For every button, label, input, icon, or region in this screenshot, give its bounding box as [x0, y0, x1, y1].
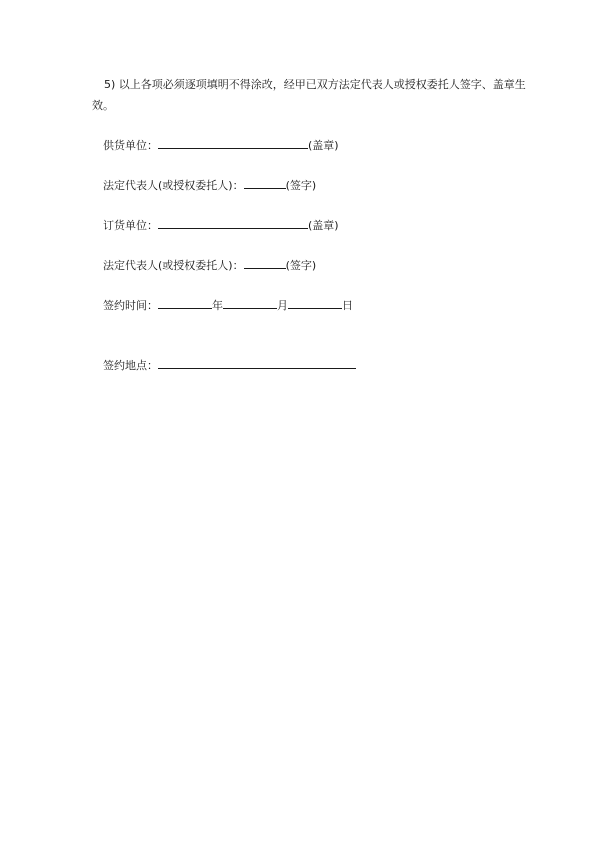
supplier-rep-label: 法定代表人(或授权委托人)： [103, 179, 244, 192]
buyer-rep-blank[interactable] [244, 256, 286, 269]
sign-time-label: 签约时间： [103, 299, 158, 312]
buyer-rep-sign-note: (签字) [285, 259, 317, 272]
sign-place-label: 签约地点： [103, 359, 158, 372]
clause-5: 5) 以上各项必须逐项填明不得涂改，经甲已双方法定代表人或授权委托人签字、盖章生效。 [92, 78, 526, 112]
buyer-blank[interactable] [158, 216, 308, 229]
supplier-blank[interactable] [158, 136, 308, 149]
supplier-field [103, 136, 339, 152]
month-label: 月 [277, 299, 288, 312]
buyer-field [103, 216, 339, 232]
sign-year-blank[interactable] [158, 296, 212, 309]
year-label: 年 [212, 299, 223, 312]
supplier-label: 供货单位： [103, 139, 158, 152]
sign-day-blank[interactable] [288, 296, 342, 309]
buyer-seal-note: (盖章) [308, 219, 339, 232]
buyer-label: 订货单位： [103, 219, 158, 232]
supplier-seal-note: (盖章) [308, 139, 339, 152]
supplier-rep-blank[interactable] [244, 176, 286, 189]
sign-month-blank[interactable] [223, 296, 277, 309]
supplier-rep-sign-note: (签字) [285, 179, 317, 192]
sign-place-field [103, 356, 356, 372]
buyer-rep-label: 法定代表人(或授权委托人)： [103, 259, 244, 272]
sign-time-field [103, 296, 353, 312]
day-label: 日 [342, 299, 353, 312]
buyer-rep-field [103, 256, 316, 272]
supplier-rep-field [103, 176, 316, 192]
sign-place-blank[interactable] [158, 356, 356, 369]
